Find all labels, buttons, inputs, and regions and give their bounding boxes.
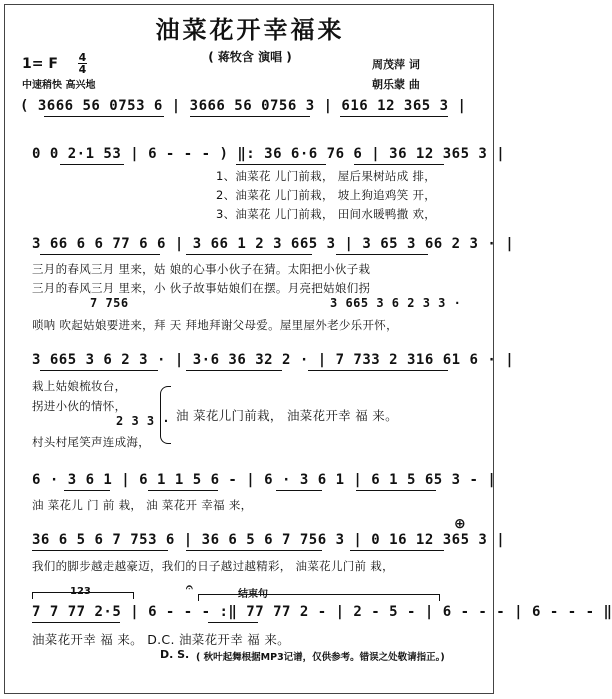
- notation-row-4: 3 665 3 6 2 3 · | 3·6 36 32 2 · | 7 733 2 316 61 6 · |: [32, 352, 515, 368]
- beam-line: [148, 490, 218, 491]
- time-signature: [78, 52, 87, 75]
- beam-line: [208, 622, 258, 623]
- lyricist-credit: 周茂萍 词: [372, 58, 420, 71]
- singer-credit: ( 蒋牧含 演唱 ): [208, 50, 292, 64]
- beam-line: [190, 116, 310, 117]
- beam-line: [186, 550, 322, 551]
- repeat-ending-label: 123: [70, 586, 91, 597]
- chorus-lead-lyrics: 油 菜花儿门前栽， 油菜花开幸 福 来。: [176, 408, 398, 423]
- beam-line: [32, 550, 168, 551]
- notation-row-2: 0 0 2·1 53 | 6 - - - ) ‖: 36 6·6 76 6 | 36 12 365 3 |: [32, 146, 506, 162]
- notation-row-3: 3 66 6 6 77 6 6 | 3 66 1 2 3 665 3 | 3 65 3 66 2 3 · |: [32, 236, 515, 252]
- dal-segno-marking: D. S.: [160, 648, 190, 661]
- beam-line: [186, 370, 282, 371]
- beam-line: [44, 116, 164, 117]
- beam-line: [308, 370, 448, 371]
- transcription-note: ( 秋叶起舞根据MP3记谱，仅供参考。错误之处敬请指正。): [196, 652, 445, 663]
- beam-line: [276, 490, 322, 491]
- beam-line: [40, 370, 158, 371]
- notation-row-1: ( 3666 56 0753 6 | 3666 56 0756 3 | 616 12 365 3 |: [20, 98, 467, 114]
- verse-2-lyrics-line-2: 三月的春风三月 里来，小 伙子故事姑娘们在摆。月亮把姑娘们拐: [32, 281, 371, 295]
- song-title: 油菜花开幸福来: [155, 16, 345, 44]
- coda-sign-icon: ⊕: [454, 516, 466, 532]
- beam-line: [32, 622, 120, 623]
- repeat-ending-bracket: [32, 592, 134, 599]
- notation-row-6: 36 6 5 6 7 753 6 | 36 6 5 6 7 756 3 | 0 16 12 365 3 |: [32, 532, 506, 548]
- beam-line: [60, 164, 124, 165]
- ending-bracket: [198, 594, 440, 601]
- composer-credit: 朝乐蒙 曲: [372, 78, 420, 91]
- verse-1-lyrics-line-3: 栽上姑娘梳妆台，: [32, 379, 127, 393]
- beam-line: [340, 116, 448, 117]
- beam-line: [350, 550, 444, 551]
- chorus-lyrics-line-2: 我们的脚步越走越豪迈，我们的日子越过越精彩， 油菜花儿门前 栽，: [32, 559, 394, 573]
- beam-line: [236, 164, 326, 165]
- time-signature-bottom: 4: [78, 63, 87, 76]
- verse-1-lyrics-line-2: 三月的春风三月 里来，姑 娘的心事小伙子在猜。太阳把小伙子栽: [32, 262, 371, 276]
- verse-3-lyrics-line-2: 唢呐 吹起姑娘要进来，拜 天 拜地拜谢父母爱。屋里屋外老少乐开怀，: [32, 318, 398, 332]
- fermata-icon: 𝄐: [186, 580, 193, 594]
- beam-line: [40, 254, 160, 255]
- time-signature-top: 4: [78, 51, 87, 64]
- beam-line: [186, 254, 312, 255]
- verse-3-notation-b: 3 665 3 6 2 3 3 ·: [330, 296, 462, 310]
- verse-brace: [160, 386, 171, 444]
- key-signature: 1= F: [22, 56, 58, 72]
- verse-2-lyrics: 2、油菜花 儿门前栽， 坡上狗追鸡笑 开，: [216, 188, 437, 202]
- verse-3-notation-c: 2 3 3 ·: [116, 414, 171, 428]
- verse-1-lyrics: 1、油菜花 儿门前栽， 屋后果树站成 排，: [216, 169, 437, 183]
- notation-row-7: 7 7 77 2·5 | 6 - - - :‖ 77 77 2 - | 2 - 5 - | 6 - - - | 6 - - - ‖: [32, 604, 612, 620]
- tempo-marking: 中速稍快 高兴地: [22, 80, 96, 91]
- verse-3-lyrics-line-3: 村头村尾笑声连成海，: [32, 435, 150, 449]
- ending-lyrics: 油菜花开幸 福 来。 D.C. 油菜花开幸 福 来。: [32, 632, 290, 647]
- notation-row-5: 6 · 3 6 1 | 6 1 1 5 6 - | 6 · 3 6 1 | 6 1 5 65 3 - |: [32, 472, 497, 488]
- beam-line: [356, 490, 436, 491]
- verse-2-lyrics-line-3: 拐进小伙的情怀，: [32, 399, 127, 413]
- beam-line: [64, 490, 110, 491]
- beam-line: [336, 254, 428, 255]
- verse-3-notation-a: 7 756: [90, 296, 129, 310]
- ending-label: 结束句: [238, 589, 268, 600]
- beam-line: [354, 164, 444, 165]
- verse-3-lyrics: 3、油菜花 儿门前栽， 田间水暖鸭撒 欢，: [216, 207, 437, 221]
- chorus-lyrics-line-1: 油 菜花儿 门 前 栽， 油 菜花开 幸福 来，: [32, 498, 253, 512]
